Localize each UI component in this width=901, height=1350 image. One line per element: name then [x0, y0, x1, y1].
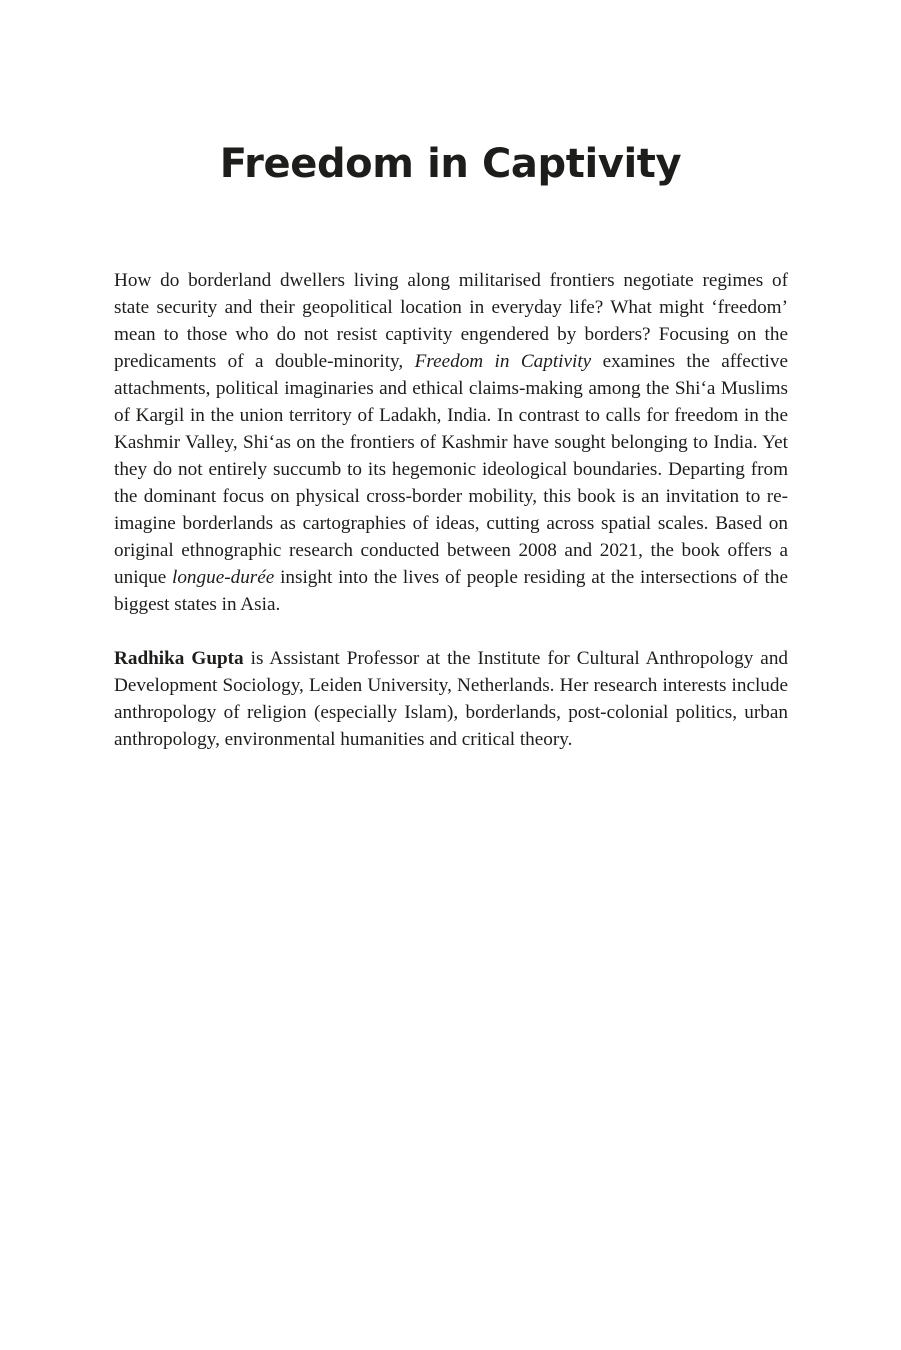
- description-text-1: How do borderland dwellers living along militarised frontiers negotiate regimes of state security and their geopolitical location in everyday life? What might ‘freedom’ mean to those who do not resist captivity engendered by borders? Focusing on the predicaments of a double-minority,: [114, 270, 788, 372]
- book-description: [114, 267, 788, 618]
- page-title: Freedom in Captivity: [219, 141, 682, 187]
- author-name: Radhika Gupta: [114, 648, 244, 669]
- description-book-title: Freedom in Captivity: [414, 351, 592, 372]
- description-term: longue-durée: [172, 567, 275, 588]
- description-text-2: examines the affective attachments, political imaginaries and ethical claims-making among the Shi‘a Muslims of Kargil in the union territory of Ladakh, India. In contrast to calls for freedom in the Kashmir Valley, Shi‘as on the frontiers of Kashmir have sought belonging to India. Yet they do not entirely succumb to its hegemonic ideological boundaries. Departing from the dominant focus on physical cross-border mobility, this book is an invitation to re-imagine borderlands as cartographies of ideas, cutting across spatial scales. Based on original ethnographic research conducted between 2008 and 2021, the book offers a unique: [114, 351, 788, 588]
- author-bio-text: is Assistant Professor at the Institute for Cultural Anthropology and Development Sociology, Leiden University, Netherlands. Her research interests include anthropology of religion (especially Islam), borderlands, post-colonial politics, urban anthropology, environmental humanities and critical theory.: [114, 648, 789, 750]
- author-bio: [114, 645, 788, 753]
- description-text-3: insight into the lives of people residing at the intersections of the biggest states in Asia.: [114, 567, 788, 615]
